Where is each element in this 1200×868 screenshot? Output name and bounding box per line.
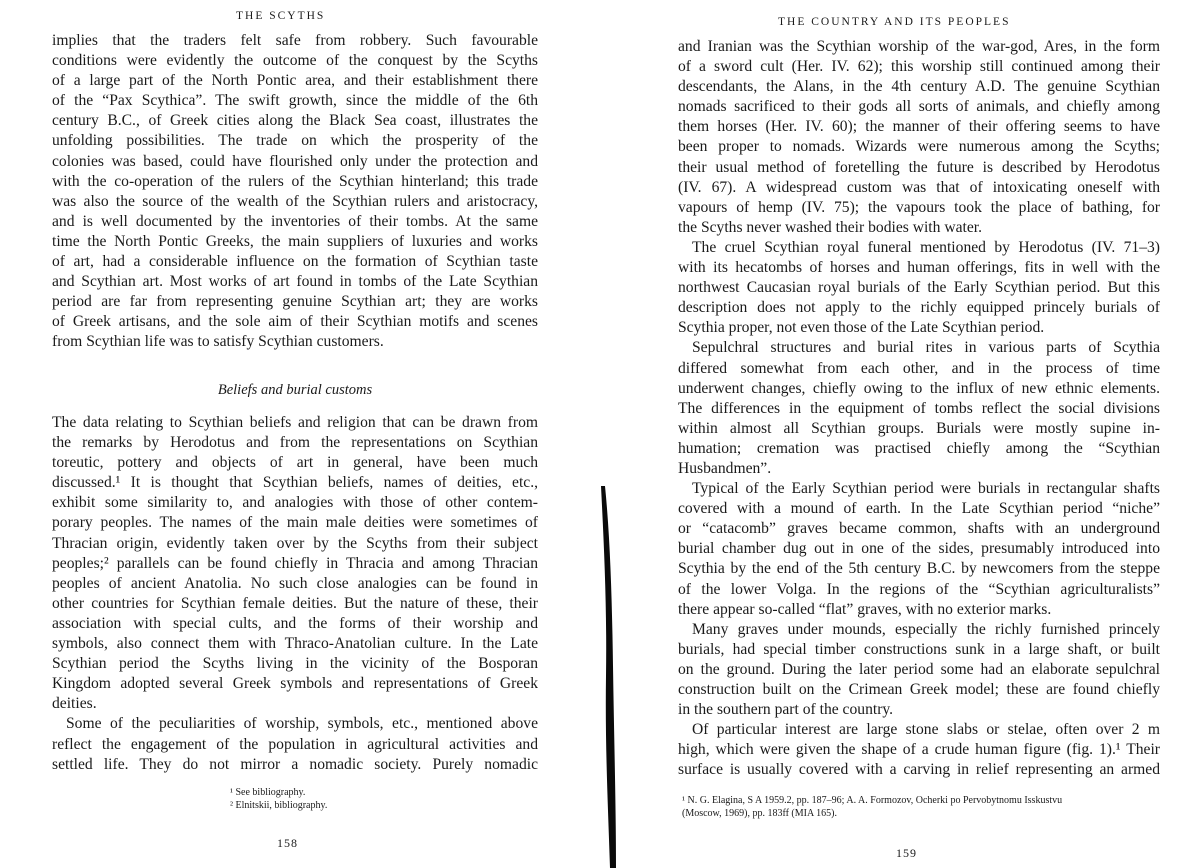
text-line: in the southern part of the country. bbox=[678, 701, 894, 719]
text-line: humation; cremation was practised chiefly among the “Scythian bbox=[678, 439, 1160, 457]
text-line: with the co-operation of the rulers of the Scythian hinterland; this trade bbox=[52, 172, 538, 190]
text-line: of art, had a considerable influence on the formation of Scythian taste bbox=[52, 253, 538, 271]
text-line: conditions were evidently the outcome of the conquest by the Scyths bbox=[52, 52, 538, 70]
text-line: of Greek artisans, and the sole aim of their Scythian motifs and scenes bbox=[52, 313, 538, 331]
text-line: Scythia proper, not even those of the Late Scythian period. bbox=[678, 319, 1045, 337]
text-line: Thracian origin, evidently taken over by the Scyths from their subject bbox=[52, 534, 538, 552]
text-line: Many graves under mounds, especially the richly furnished princely bbox=[692, 620, 1160, 638]
text-line: peoples;² parallels can be found chiefly in Thracia and among Thracian bbox=[52, 554, 538, 572]
text-line: them horses (Her. IV. 60); the manner of their offering seems to have bbox=[678, 118, 1160, 136]
text-line: nomads sacrificed to their gods all sorts of animals, and chiefly among bbox=[678, 98, 1160, 116]
text-line: their usual method of foretelling the future is described by Herodotus bbox=[678, 158, 1160, 176]
footnote: ¹ N. G. Elagina, S A 1959.2, pp. 187–96; A. A. Formozov, Ocherki po Pervobytnomu Isskustvu bbox=[682, 795, 1063, 806]
text-line: implies that the traders felt safe from robbery. Such favourable bbox=[52, 32, 538, 49]
text-line: porary peoples. The names of the main male deities were sometimes of bbox=[52, 514, 538, 532]
text-line: of a large part of the North Pontic area, and their establishment there bbox=[52, 72, 538, 90]
running-head-right: THE COUNTRY AND ITS PEOPLES bbox=[778, 16, 1011, 28]
text-line: peoples of ancient Anatolia. No such close analogies can be found in bbox=[52, 574, 538, 592]
text-line: construction built on the Crimean Greek model; these are found chiefly bbox=[678, 681, 1160, 698]
text-line: on the ground. During the later period some had an elaborate sepulchral bbox=[678, 660, 1160, 678]
text-line: The differences in the equipment of tombs reflect the social divisions bbox=[678, 399, 1160, 417]
text-line: association with special cults, and the forms of their worship and bbox=[52, 614, 538, 632]
text-line: settled life. They do not mirror a nomadic society. Purely nomadic bbox=[52, 755, 538, 773]
text-line: Some of the peculiarities of worship, symbols, etc., mentioned above bbox=[66, 715, 538, 733]
text-line: with its hecatombs of horses and human offerings, fits in well with the bbox=[678, 259, 1160, 277]
text-line: burials, had special timber constructions sunk in a large shaft, or built bbox=[678, 640, 1160, 658]
text-line: (IV. 67). A widespread custom was that of intoxicating oneself with bbox=[678, 178, 1160, 196]
text-line: and is well documented by the inventories of their tombs. At the same bbox=[52, 212, 538, 230]
text-line: period are far from representing genuine Scythian art; they are works bbox=[52, 293, 538, 311]
text-line: exhibit some similarity to, and analogies with those of other contem- bbox=[52, 494, 538, 512]
text-line: colonies was based, could have flourished only under the protection and bbox=[52, 152, 538, 170]
text-line: The data relating to Scythian beliefs and religion that can be drawn from bbox=[52, 414, 538, 431]
text-line: the Scyths never washed their bodies with water. bbox=[678, 218, 983, 236]
running-head-left: THE SCYTHS bbox=[236, 10, 326, 22]
text-line: Scythia by the end of the 5th century B.C. by newcomers from the steppe bbox=[678, 560, 1160, 578]
text-line: Husbandmen”. bbox=[678, 459, 772, 477]
text-line: descendants, the Alans, in the 4th century A.D. The genuine Scythian bbox=[678, 78, 1160, 96]
text-line: the remarks by Herodotus and from the representations on Scythian bbox=[52, 434, 538, 452]
text-line: high, which were given the shape of a crude human figure (fig. 1).¹ Their bbox=[678, 741, 1160, 759]
page-number-left: 158 bbox=[277, 836, 298, 850]
text-line: burial chamber dug out in one of the sides, presumably introduced into bbox=[678, 540, 1160, 558]
text-line: description does not apply to the richly equipped princely burials of bbox=[678, 299, 1160, 317]
text-line: discussed.¹ It is thought that Scythian beliefs, names of deities, etc., bbox=[52, 474, 538, 492]
footnotes-left bbox=[230, 786, 327, 812]
text-line: northwest Caucasian royal burials of the Early Scythian period. But this bbox=[678, 279, 1160, 297]
text-line: time the North Pontic Greeks, the main suppliers of luxuries and works bbox=[52, 232, 538, 250]
text-line: and Scythian art. Most works of art found in tombs of the Late Scythian bbox=[52, 273, 538, 291]
text-line: deities. bbox=[52, 695, 97, 713]
text-line: surface is usually covered with a carving in relief representing an armed bbox=[678, 761, 1160, 779]
footnotes-right bbox=[682, 794, 1062, 820]
text-line: other countries for Scythian female deities. But the nature of these, their bbox=[52, 594, 538, 612]
text-line: Sepulchral structures and burial rites in various parts of Scythia bbox=[692, 339, 1160, 357]
text-line: Kingdom adopted several Greek symbols and representations of Greek bbox=[52, 675, 538, 693]
footnote: ² Elnitskii, bibliography. bbox=[230, 800, 328, 811]
footnote: ¹ See bibliography. bbox=[230, 787, 306, 798]
text-line: Of particular interest are large stone slabs or stelae, often over 2 m bbox=[692, 721, 1160, 739]
footnote: (Moscow, 1969), pp. 183ff (MIA 165). bbox=[682, 808, 837, 819]
text-line: covered with a mound of earth. In the Late Scythian period “niche” bbox=[678, 500, 1160, 518]
section-heading: Beliefs and burial customs bbox=[217, 382, 373, 398]
text-line: toreutic, pottery and objects of art in general, have been much bbox=[52, 454, 538, 472]
text-line: within almost all Scythian groups. Burials were mostly supine in- bbox=[678, 419, 1160, 437]
text-line: century B.C., of Greek cities along the Black Sea coast, illustrates the bbox=[52, 112, 538, 130]
text-line: underwent changes, chiefly owing to the influx of new ethnic elements. bbox=[678, 379, 1160, 397]
left-paragraph-1 bbox=[52, 31, 538, 353]
page-number-right: 159 bbox=[896, 846, 917, 860]
text-line: Scythian period the Scyths living in the vicinity of the Bosporan bbox=[52, 655, 538, 673]
right-text-body bbox=[678, 37, 1160, 780]
text-line: symbols, also connect them with Thraco-Anatolian culture. In the Late bbox=[52, 635, 538, 653]
text-line: vapours of hemp (IV. 75); the vapours took the place of bathing, for bbox=[678, 198, 1160, 216]
text-line: unfolding possibilities. The trade on which the prosperity of the bbox=[52, 132, 538, 150]
text-line: of a sword cult (Her. IV. 62); this worship still continued among their bbox=[678, 58, 1160, 76]
left-paragraph-2 bbox=[52, 413, 538, 775]
text-line: Typical of the Early Scythian period were burials in rectangular shafts bbox=[692, 480, 1160, 498]
text-line: or “catacomb” graves became common, shafts with an underground bbox=[678, 520, 1160, 538]
text-line: of the lower Volga. In the regions of the “Scythian agriculturalists” bbox=[678, 580, 1160, 598]
text-line: of the “Pax Scythica”. The swift growth, since the middle of the 6th bbox=[52, 92, 538, 110]
text-line: reflect the engagement of the population in agricultural activities and bbox=[52, 735, 538, 753]
right-page bbox=[600, 0, 1200, 868]
text-line: The cruel Scythian royal funeral mentioned by Herodotus (IV. 71–3) bbox=[692, 238, 1160, 256]
text-line: was also the source of the wealth of the Scythian rulers and aristocracy, bbox=[52, 192, 538, 210]
text-line: and Iranian was the Scythian worship of the war-god, Ares, in the form bbox=[678, 38, 1160, 55]
text-line: there appear so-called “flat” graves, with no exterior marks. bbox=[678, 600, 1052, 618]
text-line: from Scythian life was to satisfy Scythian customers. bbox=[52, 333, 384, 351]
text-line: differed somewhat from each other, and in the process of time bbox=[678, 359, 1160, 377]
text-line: been proper to nomads. Wizards were numerous among the Scyths; bbox=[678, 138, 1160, 156]
